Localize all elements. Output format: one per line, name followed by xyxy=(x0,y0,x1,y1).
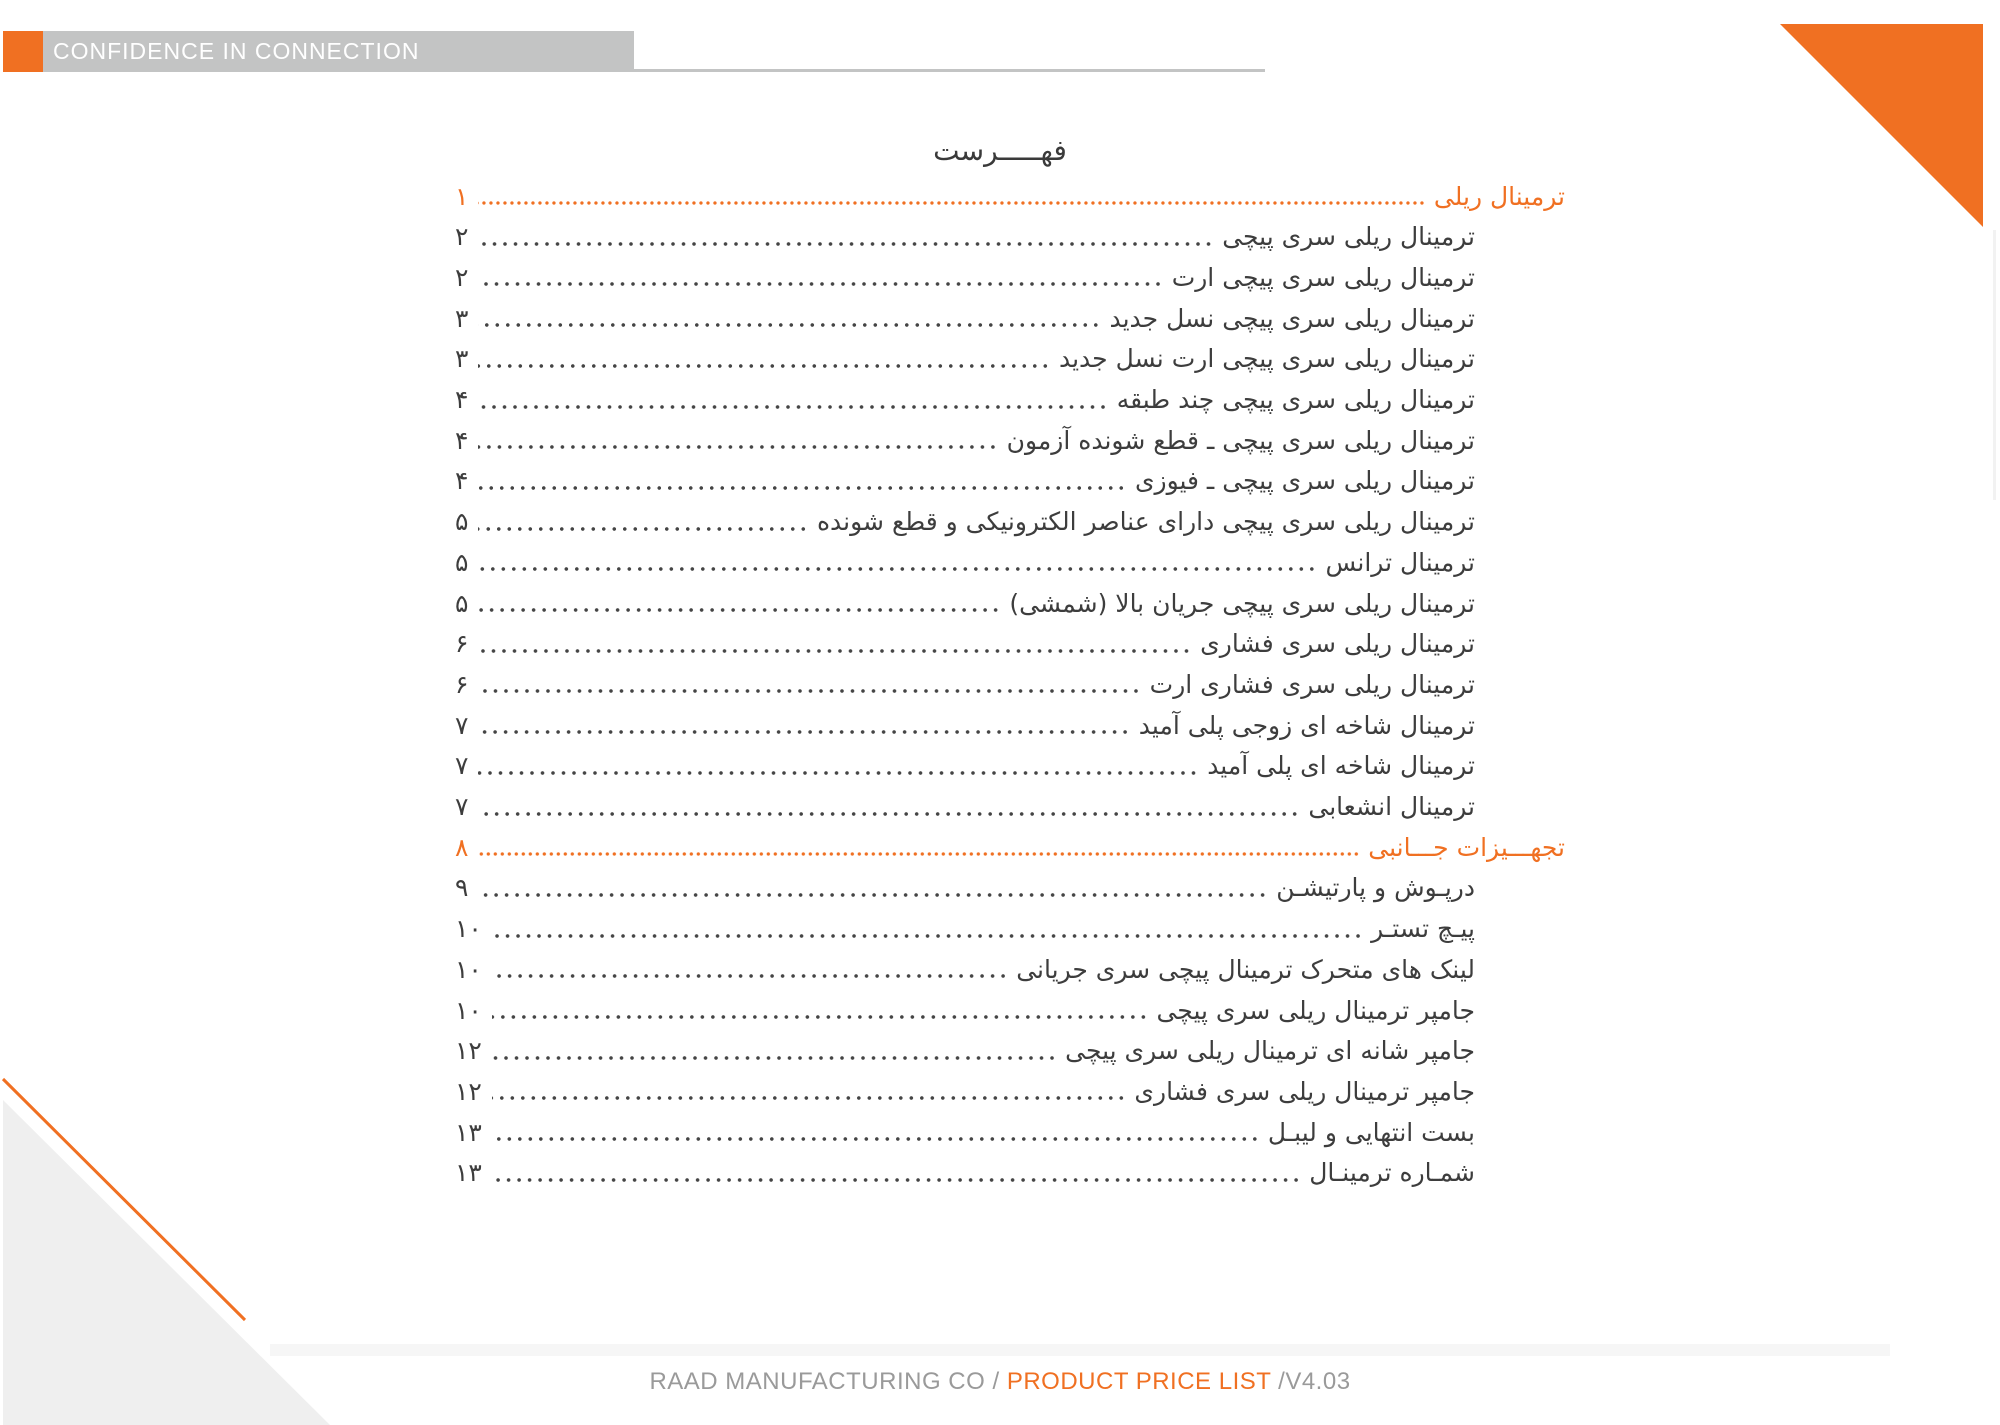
toc-entry-label: ترمینال ترانس xyxy=(1325,547,1475,577)
toc-entry-page: ۷ xyxy=(455,751,469,781)
toc-entry-label: ترمینال شاخه ای پلی آمید xyxy=(1207,751,1475,781)
toc-entry-page: ۳ xyxy=(455,303,469,333)
dot-leader xyxy=(492,974,1008,978)
footer-doc-title: PRODUCT PRICE LIST xyxy=(1006,1368,1271,1395)
toc-entry-label: ترمینال ریلی سری پیچی ـ قطع شونده آزمون xyxy=(1006,425,1475,455)
dot-leader xyxy=(478,771,1199,775)
toc-entry-page: ۱۳ xyxy=(455,1158,482,1188)
toc-entry-page: ۴ xyxy=(455,466,469,496)
dot-leader xyxy=(478,567,1317,571)
toc-entry[interactable] xyxy=(455,909,1475,949)
toc-entry-page: ۳ xyxy=(455,344,469,374)
toc-entry[interactable] xyxy=(455,257,1475,297)
toc-entry-page: ۴ xyxy=(455,385,469,414)
dot-leader xyxy=(492,1056,1057,1060)
toc-entry[interactable] xyxy=(455,542,1475,582)
toc-entry-page: ۱ xyxy=(455,181,469,211)
dot-leader xyxy=(492,1096,1127,1100)
dot-leader xyxy=(478,893,1268,897)
dot-leader xyxy=(478,852,1360,856)
toc-entry-label: ترمینال ریلی سری پیچی ـ فیوزی xyxy=(1134,466,1475,496)
toc-entry-label: ترمینال ریلی سری فشاری ارت xyxy=(1149,669,1475,699)
toc-entry-page: ۱۰ xyxy=(455,914,482,944)
toc-entry-page: ۷ xyxy=(455,792,469,821)
toc-entry[interactable] xyxy=(455,705,1475,745)
toc-entry-label: ترمینال ریلی سری پیچی چند طبقه xyxy=(1116,385,1475,414)
dot-leader xyxy=(478,445,998,449)
toc-entry-page: ۵ xyxy=(455,588,469,618)
toc-entry-page: ۵ xyxy=(455,547,469,577)
toc-entry-page: ۸ xyxy=(455,832,469,862)
toc-entry[interactable] xyxy=(455,990,1475,1030)
dot-leader xyxy=(478,730,1130,734)
dot-leader xyxy=(478,812,1300,816)
toc-entry-label: ترمینال ریلی سری پیچی ارت xyxy=(1171,262,1475,292)
dot-leader xyxy=(478,201,1425,205)
toc-entry-page: ۲ xyxy=(455,262,469,292)
toc-entry-page: ۲ xyxy=(455,222,469,252)
toc-entry[interactable] xyxy=(455,298,1475,338)
footer-band xyxy=(270,1344,1890,1356)
toc-entry-page: ۴ xyxy=(455,425,469,455)
dot-leader xyxy=(478,608,1001,612)
footer xyxy=(0,1368,2000,1396)
toc-entry-label: ترمینال ریلی سری فشاری xyxy=(1200,629,1475,659)
toc-entry-label: شمـاره ترمینـال xyxy=(1309,1158,1475,1188)
toc-entry-page: ۱۲ xyxy=(455,1036,482,1066)
toc-entry-label: ترمینال ریلی سری پیچی xyxy=(1222,222,1475,252)
toc-entry-label: بست انتهایی و لیبـل xyxy=(1267,1117,1475,1147)
dot-leader xyxy=(492,1137,1260,1141)
toc-entry[interactable] xyxy=(455,583,1475,623)
corner-triangle-decoration xyxy=(1780,24,1983,227)
toc-entry[interactable] xyxy=(455,1112,1475,1152)
toc-entry[interactable] xyxy=(455,461,1475,501)
toc-entry-label: پیـچ تستـر xyxy=(1371,914,1475,944)
toc-entry-page: ۱۲ xyxy=(455,1076,482,1106)
toc-entry-label: ترمینال شاخه ای زوجی پلی آمید xyxy=(1138,710,1475,740)
header-tagline: CONFIDENCE IN CONNECTION xyxy=(53,38,420,64)
toc-entry[interactable] xyxy=(455,949,1475,989)
toc-entry[interactable] xyxy=(455,868,1475,908)
toc-entry-page: ۱۰ xyxy=(455,995,482,1025)
header-accent-block xyxy=(3,31,43,72)
dot-leader xyxy=(478,689,1141,693)
toc-entry[interactable] xyxy=(455,1031,1475,1071)
dot-leader xyxy=(478,486,1127,490)
toc-entry-label: ترمینال ریلی سری پیچی ارت نسل جدید xyxy=(1058,344,1475,374)
toc-entry-page: ۱۳ xyxy=(455,1117,482,1147)
toc-entry-label: درپـوش و پارتیشـن xyxy=(1276,873,1475,903)
toc-entry[interactable] xyxy=(455,339,1475,379)
toc-entry[interactable] xyxy=(455,380,1475,420)
toc-entry-page: ۶ xyxy=(455,629,469,659)
toc-entry-label: لینک های متحرک ترمینال پیچی سری جریانی xyxy=(1016,954,1475,984)
page-edge-shadow xyxy=(1993,230,1996,500)
toc-entry-page: ۵ xyxy=(455,507,469,537)
toc-entry-page: ۱۰ xyxy=(455,954,482,984)
toc-entry[interactable] xyxy=(455,1071,1475,1111)
toc-entry-label: ترمینال ریلی سری پیچی دارای عناصر الکترونیکی و قطع شونده xyxy=(816,507,1475,537)
toc-entry-page: ۷ xyxy=(455,710,469,740)
dot-leader xyxy=(478,364,1051,368)
toc-entry[interactable] xyxy=(455,746,1475,786)
footer-company: RAAD MANUFACTURING CO / xyxy=(649,1368,1007,1395)
toc-entry-label: جامپر ترمینال ریلی سری پیچی xyxy=(1156,995,1475,1025)
toc-entry-label: ترمینال ریلی سری پیچی نسل جدید xyxy=(1109,303,1475,333)
dot-leader xyxy=(478,527,809,531)
toc-entry-page: ۶ xyxy=(455,669,469,699)
toc-entry[interactable] xyxy=(455,420,1475,460)
toc-entry-label: ترمینال ریلی xyxy=(1433,181,1565,211)
dot-leader xyxy=(478,242,1214,246)
toc-section[interactable] xyxy=(455,827,1565,867)
toc-title: فهـــــرست xyxy=(933,134,1067,167)
dot-leader xyxy=(492,1015,1149,1019)
dot-leader xyxy=(478,323,1101,327)
header-divider xyxy=(634,69,1265,72)
toc-entry[interactable] xyxy=(455,217,1475,257)
toc-entry-label: جامپر شانه ای ترمینال ریلی سری پیچی xyxy=(1065,1036,1475,1066)
toc-entry-label: جامپر ترمینال ریلی سری فشاری xyxy=(1134,1076,1475,1106)
toc-entry-label: ترمینال انشعابی xyxy=(1308,792,1475,821)
dot-leader xyxy=(492,934,1363,938)
toc-entry[interactable] xyxy=(455,624,1475,664)
toc-entry[interactable] xyxy=(455,502,1475,542)
toc-entry[interactable] xyxy=(455,1153,1475,1193)
dot-leader xyxy=(478,649,1192,653)
toc-entry-page: ۹ xyxy=(455,873,469,903)
toc-entry-label: ترمینال ریلی سری پیچی جریان بالا (شمشی) xyxy=(1009,588,1475,618)
footer-version: /V4.03 xyxy=(1270,1368,1351,1395)
toc-entry[interactable] xyxy=(455,664,1475,704)
dot-leader xyxy=(492,1178,1301,1182)
toc-entry-label: تجهـــیزات جـــانبی xyxy=(1368,832,1565,862)
toc-entry[interactable] xyxy=(455,787,1475,827)
dot-leader xyxy=(478,282,1163,286)
dot-leader xyxy=(478,405,1108,409)
toc-section[interactable] xyxy=(455,176,1565,216)
